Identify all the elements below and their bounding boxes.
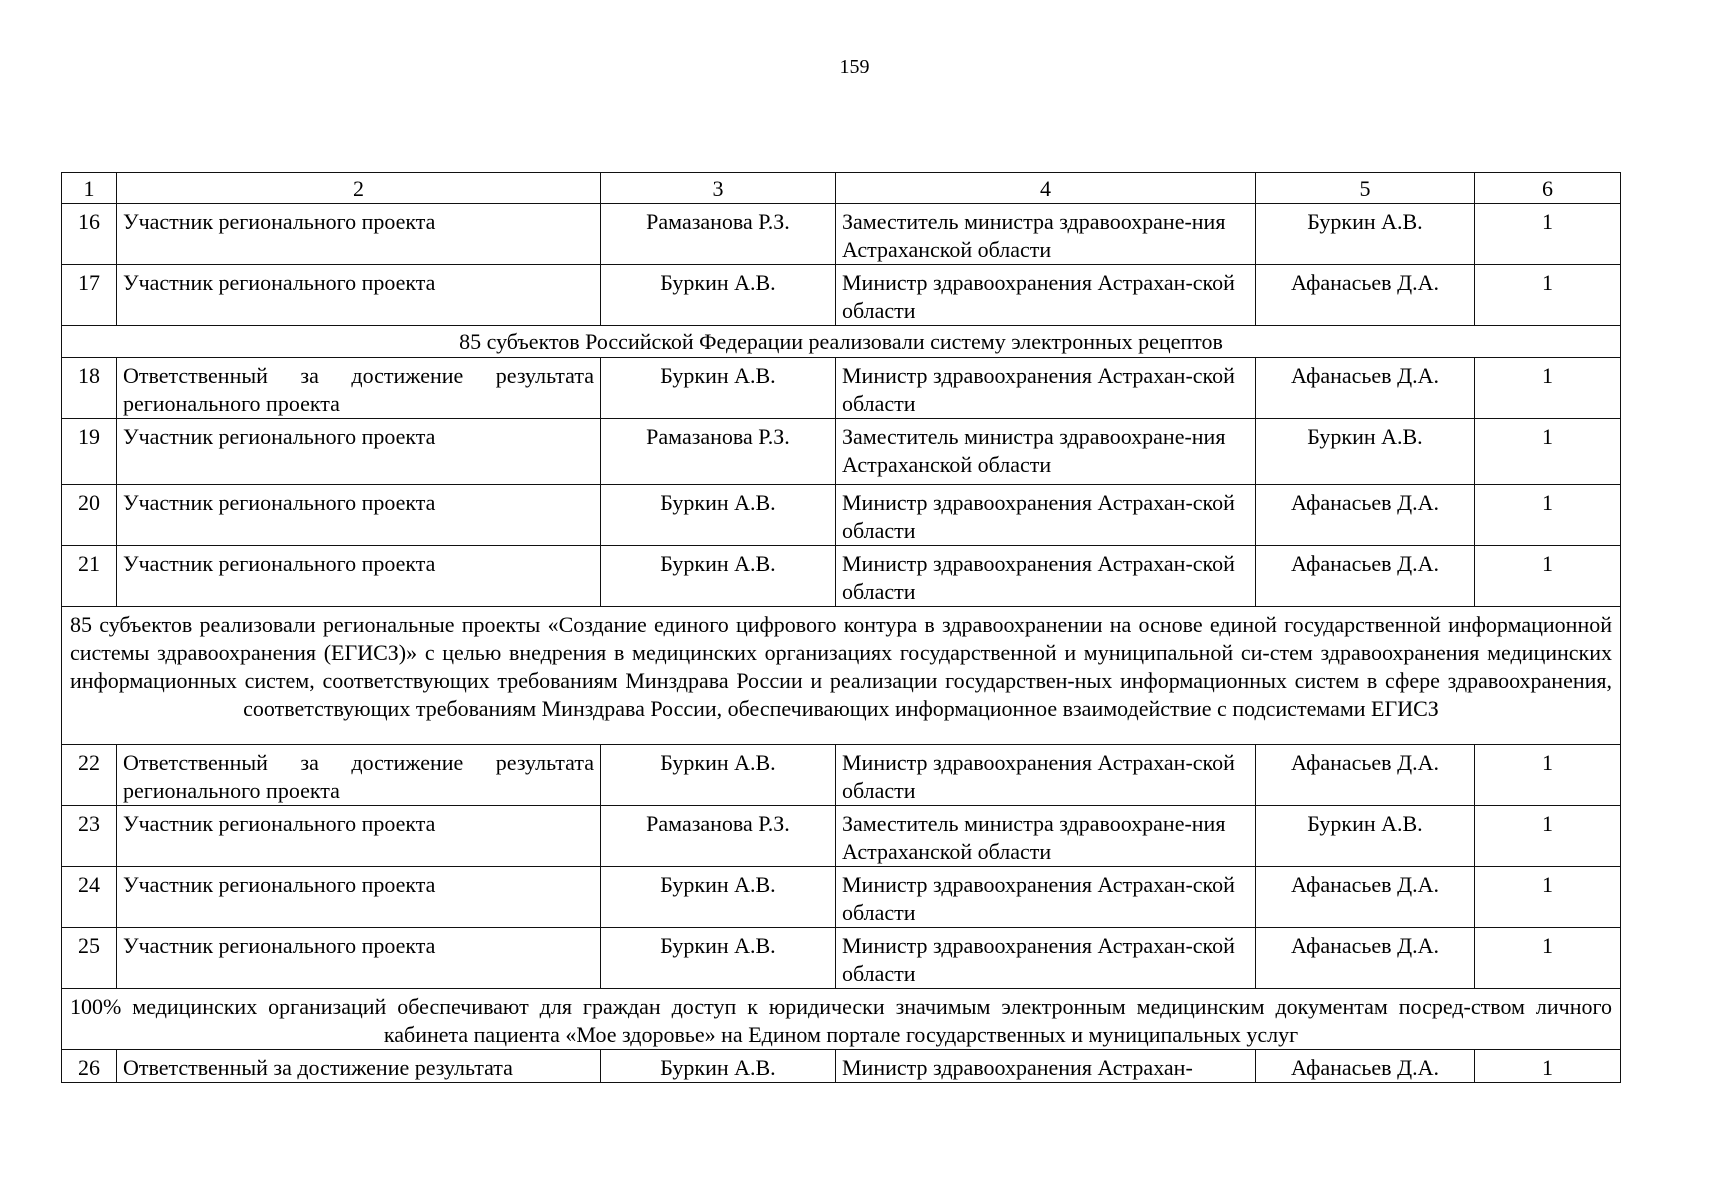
section-header-row — [62, 607, 1621, 745]
supervisor-cell: Афанасьев Д.А. — [1256, 485, 1475, 546]
position-cell: Министр здравоохранения Астрахан-ской области — [836, 546, 1256, 607]
role-cell: Ответственный за достижение результата регионального проекта — [117, 358, 601, 419]
row-number-cell: 23 — [62, 806, 117, 867]
row-number-cell: 22 — [62, 745, 117, 806]
row-number-cell: 24 — [62, 867, 117, 928]
position-cell: Министр здравоохранения Астрахан-ской области — [836, 745, 1256, 806]
header-cell: 3 — [601, 173, 836, 204]
row-number-cell: 19 — [62, 419, 117, 485]
position-cell: Заместитель министра здравоохране-ния Астраханской области — [836, 806, 1256, 867]
load-cell: 1 — [1475, 806, 1621, 867]
table-row — [62, 745, 1621, 806]
header-cell: 5 — [1256, 173, 1475, 204]
row-number-cell: 25 — [62, 928, 117, 989]
person-cell: Буркин А.В. — [601, 745, 836, 806]
section-header-row — [62, 326, 1621, 358]
header-cell: 4 — [836, 173, 1256, 204]
position-cell: Министр здравоохранения Астрахан- — [836, 1050, 1256, 1083]
table-row — [62, 928, 1621, 989]
position-cell: Министр здравоохранения Астрахан-ской области — [836, 485, 1256, 546]
row-number-cell: 16 — [62, 204, 117, 265]
table-row — [62, 867, 1621, 928]
load-cell: 1 — [1475, 485, 1621, 546]
position-cell: Министр здравоохранения Астрахан-ской области — [836, 928, 1256, 989]
supervisor-cell: Буркин А.В. — [1256, 806, 1475, 867]
table-row — [62, 1050, 1621, 1083]
supervisor-cell: Афанасьев Д.А. — [1256, 265, 1475, 326]
load-cell: 1 — [1475, 745, 1621, 806]
supervisor-cell: Буркин А.В. — [1256, 419, 1475, 485]
role-cell: Участник регионального проекта — [117, 485, 601, 546]
load-cell: 1 — [1475, 928, 1621, 989]
role-cell: Ответственный за достижение результата регионального проекта — [117, 745, 601, 806]
position-cell: Министр здравоохранения Астрахан-ской области — [836, 867, 1256, 928]
row-number-cell: 20 — [62, 485, 117, 546]
table-row — [62, 419, 1621, 485]
section-title: 100% медицинских организаций обеспечивают для граждан доступ к юридически значимым электронным медицинским документам посред-ством личного кабинета пациента «Мое здоровье» на Едином портале государственных и муниципальных услуг — [62, 989, 1621, 1050]
section-header-row — [62, 989, 1621, 1050]
header-row — [62, 173, 1621, 204]
position-cell: Заместитель министра здравоохране-ния Астраханской области — [836, 419, 1256, 485]
load-cell: 1 — [1475, 1050, 1621, 1083]
role-cell: Ответственный за достижение результата — [117, 1050, 601, 1083]
row-number-cell: 18 — [62, 358, 117, 419]
page-number: 159 — [839, 56, 870, 78]
load-cell: 1 — [1475, 546, 1621, 607]
load-cell: 1 — [1475, 204, 1621, 265]
header-cell: 2 — [117, 173, 601, 204]
supervisor-cell: Буркин А.В. — [1256, 204, 1475, 265]
load-cell: 1 — [1475, 867, 1621, 928]
row-number-cell: 21 — [62, 546, 117, 607]
load-cell: 1 — [1475, 358, 1621, 419]
role-cell: Участник регионального проекта — [117, 546, 601, 607]
role-cell: Участник регионального проекта — [117, 419, 601, 485]
role-cell: Участник регионального проекта — [117, 806, 601, 867]
supervisor-cell: Афанасьев Д.А. — [1256, 358, 1475, 419]
table-row — [62, 546, 1621, 607]
person-cell: Рамазанова Р.З. — [601, 204, 836, 265]
person-cell: Буркин А.В. — [601, 546, 836, 607]
load-cell: 1 — [1475, 265, 1621, 326]
responsibility-table — [61, 172, 1621, 1083]
section-title: 85 субъектов реализовали региональные проекты «Создание единого цифрового контура в здравоохранении на основе единой государственной информационной системы здравоохранения (ЕГИСЗ)» с целью внедрения в медицинских организациях государственной и муниципальной си-стем здравоохранения медицинских информационных систем, соответствующих требованиям Минздрава России и реализации государствен-ных информационных систем в сфере здравоохранения, соответствующих требованиям Минздрава России, обеспечивающих информационное взаимодействие с подсистемами ЕГИСЗ — [62, 607, 1621, 745]
supervisor-cell: Афанасьев Д.А. — [1256, 867, 1475, 928]
load-cell: 1 — [1475, 419, 1621, 485]
table-row — [62, 358, 1621, 419]
header-cell: 1 — [62, 173, 117, 204]
role-cell: Участник регионального проекта — [117, 204, 601, 265]
row-number-cell: 17 — [62, 265, 117, 326]
supervisor-cell: Афанасьев Д.А. — [1256, 745, 1475, 806]
table-body — [62, 173, 1621, 1083]
person-cell: Буркин А.В. — [601, 1050, 836, 1083]
role-cell: Участник регионального проекта — [117, 928, 601, 989]
person-cell: Буркин А.В. — [601, 485, 836, 546]
header-cell: 6 — [1475, 173, 1621, 204]
table-row — [62, 204, 1621, 265]
supervisor-cell: Афанасьев Д.А. — [1256, 546, 1475, 607]
person-cell: Рамазанова Р.З. — [601, 806, 836, 867]
role-cell: Участник регионального проекта — [117, 867, 601, 928]
person-cell: Буркин А.В. — [601, 867, 836, 928]
section-title: 85 субъектов Российской Федерации реализовали систему электронных рецептов — [62, 326, 1621, 358]
position-cell: Министр здравоохранения Астрахан-ской области — [836, 265, 1256, 326]
person-cell: Буркин А.В. — [601, 928, 836, 989]
table-row — [62, 806, 1621, 867]
role-cell: Участник регионального проекта — [117, 265, 601, 326]
supervisor-cell: Афанасьев Д.А. — [1256, 928, 1475, 989]
table-row — [62, 265, 1621, 326]
position-cell: Заместитель министра здравоохране-ния Астраханской области — [836, 204, 1256, 265]
supervisor-cell: Афанасьев Д.А. — [1256, 1050, 1475, 1083]
person-cell: Буркин А.В. — [601, 358, 836, 419]
table-row — [62, 485, 1621, 546]
person-cell: Рамазанова Р.З. — [601, 419, 836, 485]
position-cell: Министр здравоохранения Астрахан-ской области — [836, 358, 1256, 419]
row-number-cell: 26 — [62, 1050, 117, 1083]
person-cell: Буркин А.В. — [601, 265, 836, 326]
